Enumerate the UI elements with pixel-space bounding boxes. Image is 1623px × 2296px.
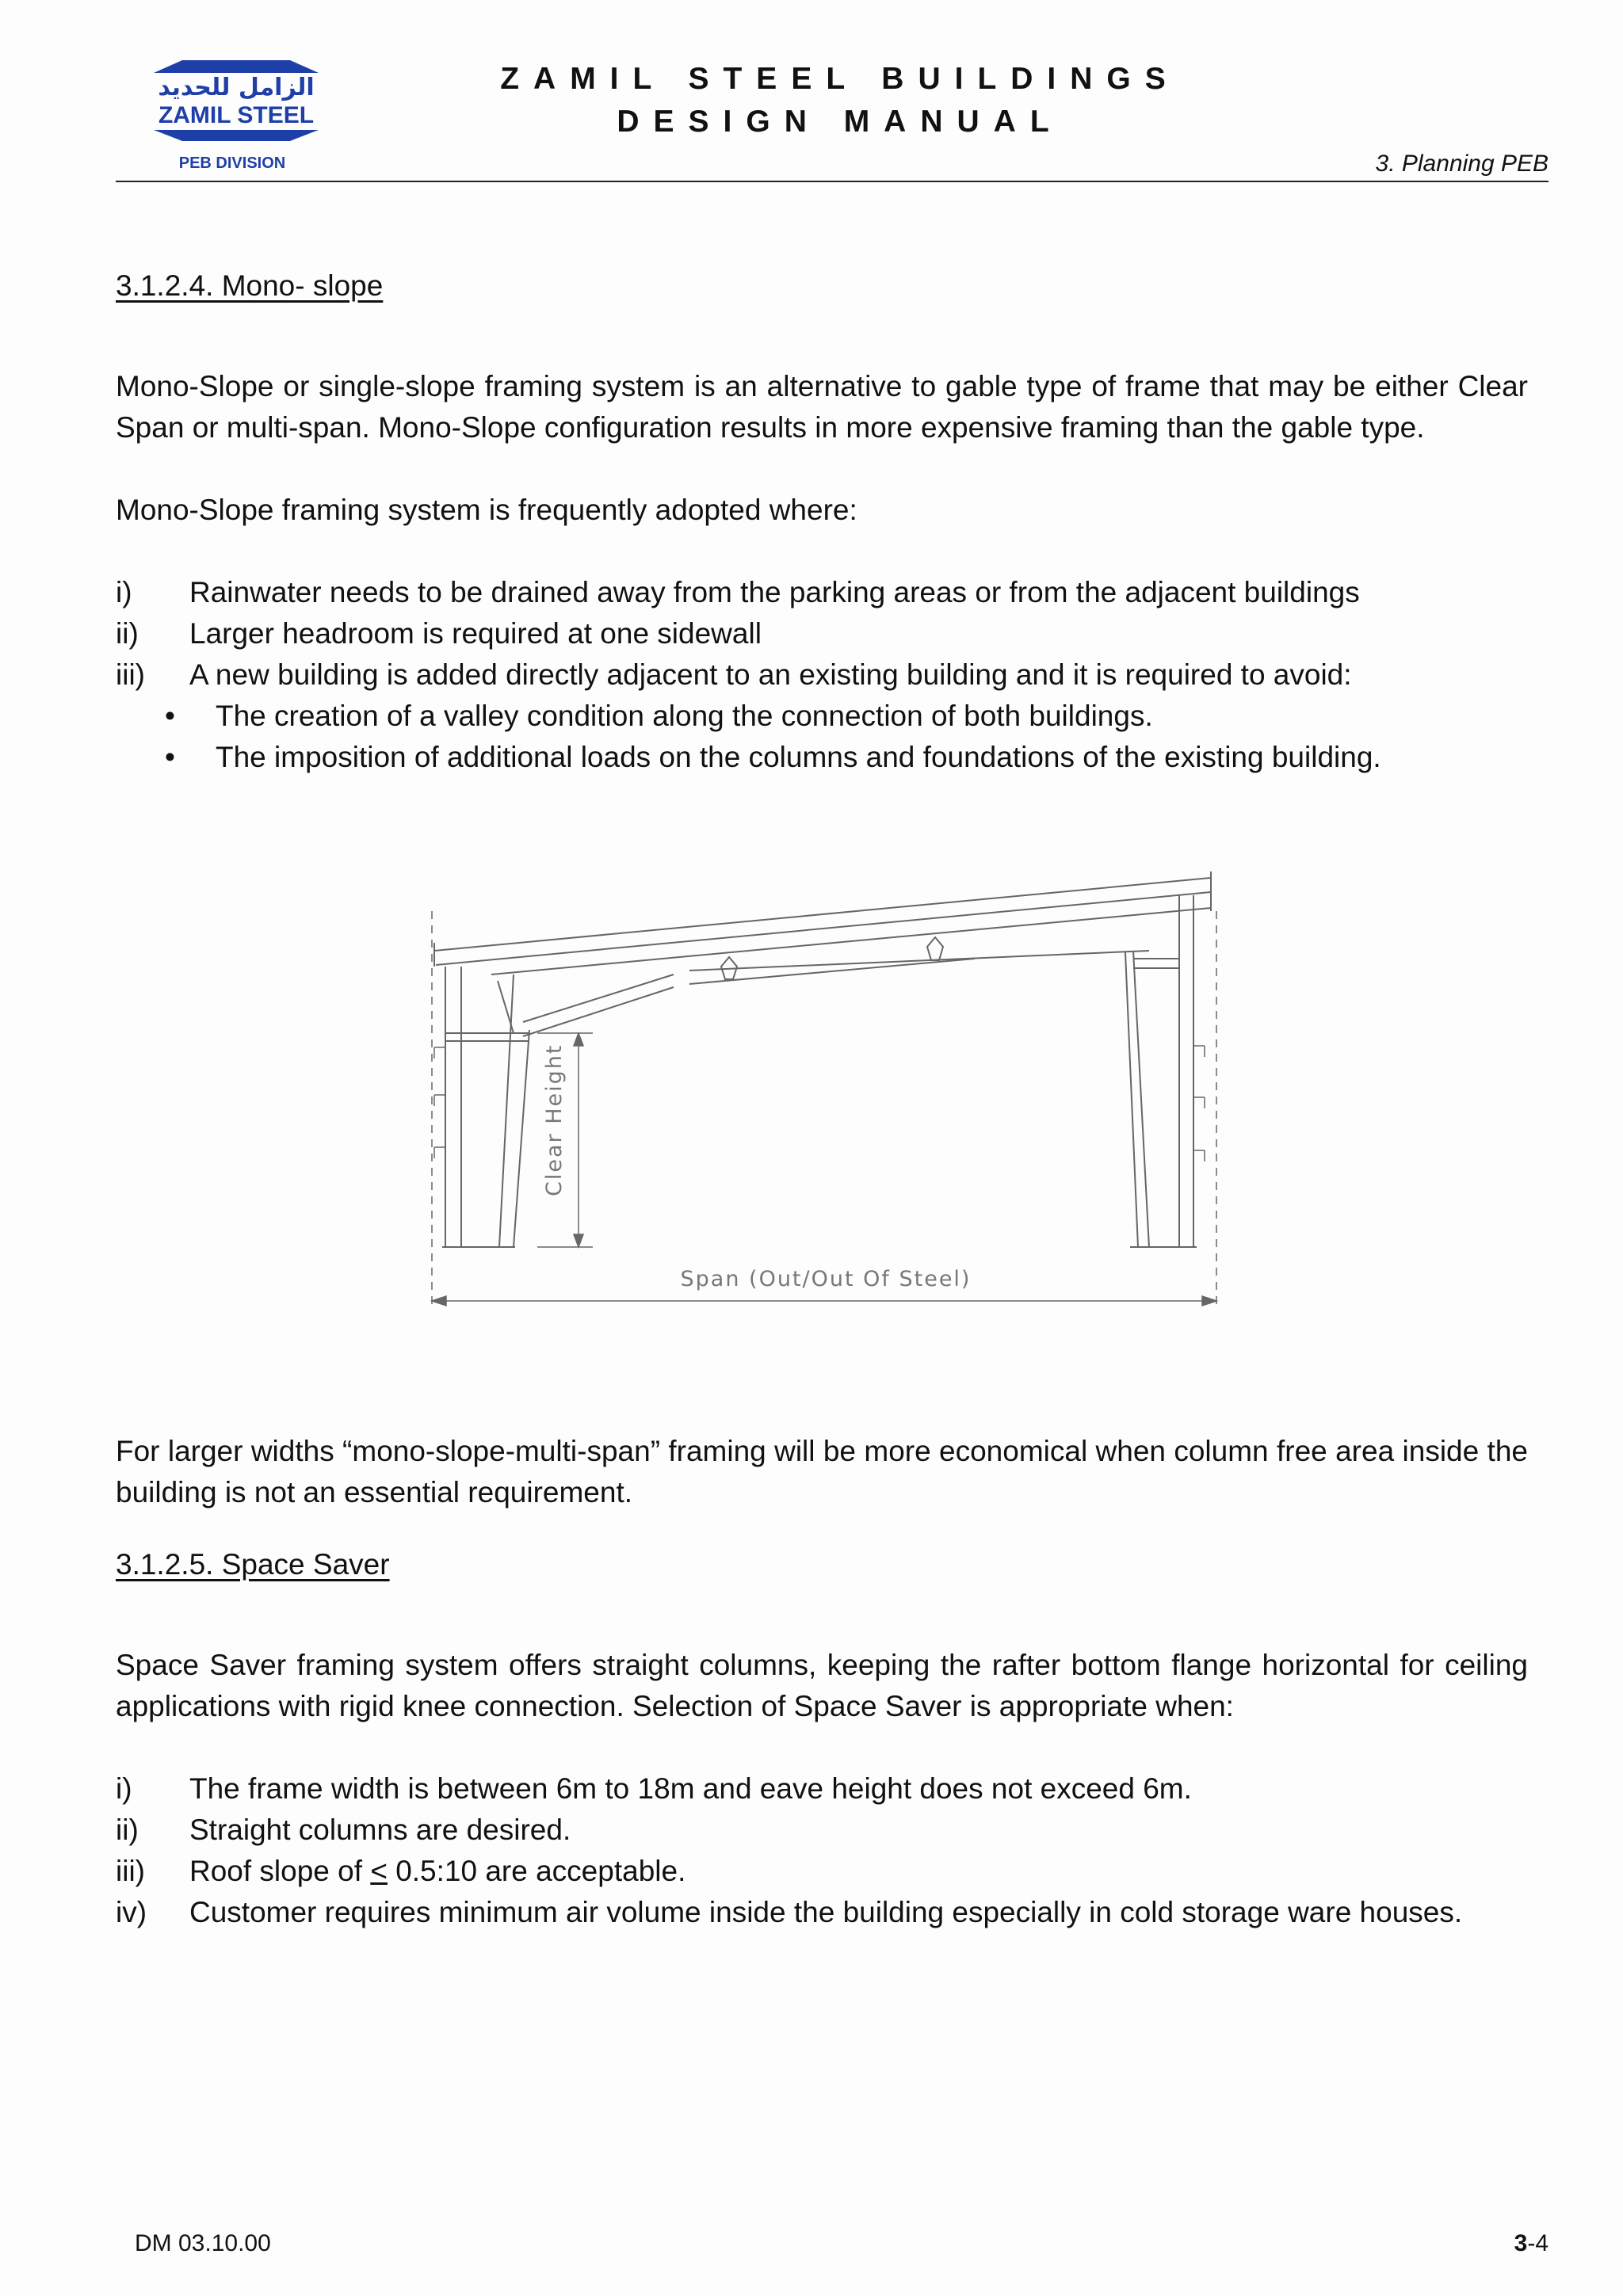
list-number: ii)	[116, 1814, 139, 1846]
chapter-label: 3. Planning PEB	[1375, 151, 1549, 177]
list-text-post: 0.5:10 are acceptable.	[387, 1855, 686, 1887]
less-equal-symbol: <	[370, 1855, 388, 1887]
list-number: iii)	[116, 1855, 145, 1887]
page-chapter: 3	[1514, 2230, 1528, 2256]
section-heading-mono-slope: 3.1.2.4. Mono- slope	[116, 269, 384, 302]
list-number: i)	[116, 576, 132, 608]
bullet-dot: •	[165, 741, 175, 773]
page-number	[1514, 2230, 1549, 2257]
list-text: Larger headroom is required at one sidewall	[189, 617, 762, 650]
list-text: A new building is added directly adjacent to an existing building and it is required to avoid:	[189, 658, 1352, 691]
zamil-steel-logo	[135, 55, 338, 182]
span-label: Span (Out/Out Of Steel)	[680, 1267, 972, 1291]
rafter	[434, 871, 1211, 1036]
list-number: iii)	[116, 658, 145, 691]
list-number: i)	[116, 1772, 132, 1805]
bullet-text: The imposition of additional loads on the columns and foundations of the existing building.	[216, 741, 1381, 773]
list-text-pre: Roof slope of	[189, 1855, 371, 1887]
logo-arabic-text: الزامل للحديد	[158, 74, 315, 101]
document-code: DM 03.10.00	[135, 2230, 271, 2256]
section-heading-space-saver: 3.1.2.5. Space Saver	[116, 1548, 390, 1581]
logo-division-text: PEB DIVISION	[178, 154, 286, 172]
mono-slope-lead-in: Mono-Slope framing system is frequently adopted where:	[116, 494, 857, 526]
logo-brand-text: ZAMIL STEEL	[158, 102, 315, 128]
page-separator: -	[1527, 2230, 1536, 2256]
list-text: Rainwater needs to be drained away from the parking areas or from the adjacent buildings	[189, 576, 1360, 608]
list-text: The frame width is between 6m to 18m and eave height does not exceed 6m.	[189, 1772, 1192, 1805]
manual-title-line1: ZAMIL STEEL BUILDINGS	[500, 62, 1180, 96]
right-column	[1125, 895, 1197, 1247]
bullet-dot: •	[165, 700, 175, 732]
list-number: ii)	[116, 617, 139, 650]
mono-slope-frame-diagram	[420, 864, 1236, 1323]
clear-height-label: Clear Height	[542, 1043, 567, 1196]
header-divider	[116, 181, 1549, 182]
mono-slope-intro: Mono-Slope or single-slope framing system is an alternative to gable type of frame that may be either Clear Span or multi-span. Mono-Slope configuration results in more expensive framing than the gable type.	[116, 370, 1528, 444]
bullet-text: The creation of a valley condition along the connection of both buildings.	[216, 700, 1153, 732]
manual-title-line2: DESIGN MANUAL	[617, 105, 1064, 139]
page-index: 4	[1535, 2230, 1549, 2256]
mono-slope-closing: For larger widths “mono-slope-multi-span” framing will be more economical when column free area inside the building is not an essential requirement.	[116, 1435, 1528, 1508]
list-text: Straight columns are desired.	[189, 1814, 571, 1846]
list-number: iv)	[116, 1896, 147, 1928]
list-text	[189, 1851, 685, 1892]
space-saver-intro: Space Saver framing system offers straight columns, keeping the rafter bottom flange horizontal for ceiling applications with rigid knee connection. Selection of Space Saver is appropriate when:	[116, 1649, 1528, 1722]
span-dimension	[432, 1296, 1216, 1306]
list-text: Customer requires minimum air volume inside the building especially in cold storage ware houses.	[189, 1896, 1463, 1928]
left-column	[442, 967, 529, 1247]
